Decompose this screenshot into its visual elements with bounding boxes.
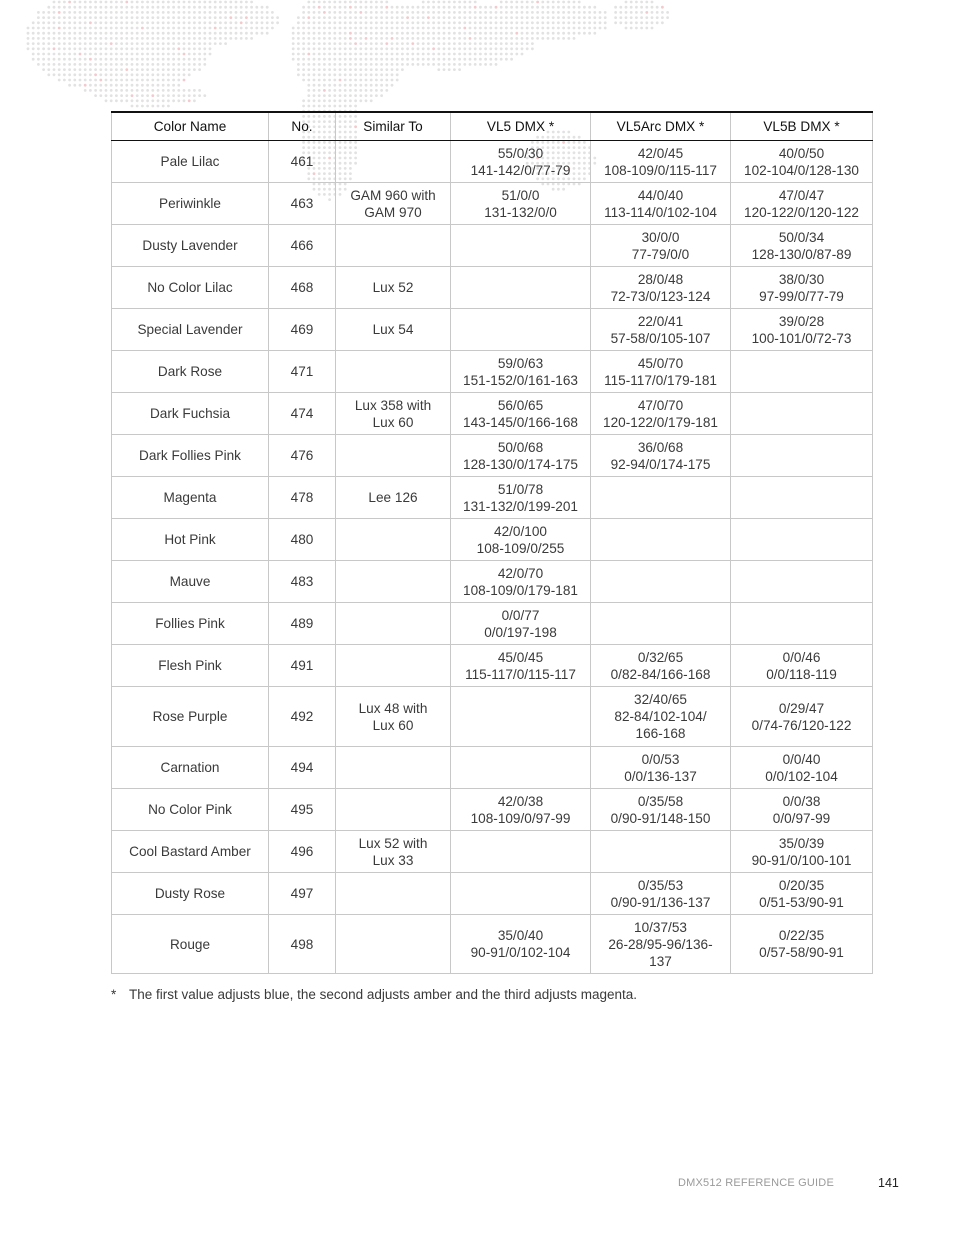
- cell-similar-to-line: Lux 52 with: [358, 835, 428, 851]
- cell-similar-to: [336, 435, 451, 477]
- cell-vl5arc-dmx: [591, 747, 731, 789]
- cell-color-name: No Color Lilac: [112, 267, 269, 309]
- cell-vl5arc-dmx: [591, 915, 731, 974]
- cell-vl5-dmx: [451, 393, 591, 435]
- cell-similar-to-line: Lux 33: [372, 852, 414, 868]
- cell-vl5arc-dmx-line: 77-79/0/0: [631, 246, 690, 262]
- cell-vl5arc-dmx-line: 44/0/40: [637, 187, 684, 203]
- cell-vl5b-dmx-line: 0/74-76/120-122: [751, 717, 852, 733]
- color-table: [111, 111, 873, 974]
- cell-vl5-dmx: [451, 561, 591, 603]
- cell-vl5b-dmx: [731, 561, 873, 603]
- cell-color-name: Dark Fuchsia: [112, 393, 269, 435]
- cell-vl5-dmx-line: 42/0/70: [497, 565, 544, 581]
- cell-similar-to: [336, 789, 451, 831]
- cell-similar-to: [336, 645, 451, 687]
- cell-vl5-dmx-line: 0/0/77: [501, 607, 540, 623]
- cell-similar-to: [336, 603, 451, 645]
- header-vl5b-dmx: VL5B DMX *: [731, 112, 873, 141]
- cell-vl5-dmx-line: 108-109/0/97-99: [470, 810, 571, 826]
- cell-vl5arc-dmx: [591, 831, 731, 873]
- footnote: [111, 987, 637, 1002]
- cell-vl5-dmx-line: 143-145/0/166-168: [463, 414, 578, 430]
- cell-vl5-dmx-line: 115-117/0/115-117: [465, 666, 576, 682]
- cell-vl5arc-dmx: [591, 645, 731, 687]
- cell-vl5b-dmx-line: 0/0/40: [782, 751, 821, 767]
- cell-number: 469: [269, 309, 336, 351]
- cell-vl5arc-dmx-line: 0/35/58: [637, 793, 684, 809]
- cell-vl5b-dmx-line: 128-130/0/87-89: [751, 246, 852, 262]
- cell-vl5arc-dmx-line: 57-58/0/105-107: [610, 330, 711, 346]
- table-row: [112, 309, 873, 351]
- cell-vl5-dmx-line: 0/0/197-198: [484, 624, 557, 640]
- cell-similar-to-line: Lux 54: [372, 322, 414, 337]
- cell-vl5arc-dmx-line: 115-117/0/179-181: [604, 372, 717, 388]
- cell-color-name: Follies Pink: [112, 603, 269, 645]
- cell-vl5-dmx: [451, 477, 591, 519]
- cell-similar-to: [336, 519, 451, 561]
- cell-vl5arc-dmx-line: 0/90-91/136-137: [610, 894, 711, 910]
- cell-number: 497: [269, 873, 336, 915]
- cell-vl5-dmx: [451, 519, 591, 561]
- cell-similar-to: [336, 351, 451, 393]
- cell-vl5b-dmx-line: 0/22/35: [778, 928, 825, 943]
- table-row: [112, 435, 873, 477]
- cell-color-name: Hot Pink: [112, 519, 269, 561]
- cell-vl5arc-dmx: [591, 561, 731, 603]
- cell-vl5-dmx-line: 56/0/65: [497, 397, 544, 413]
- cell-vl5arc-dmx: [591, 435, 731, 477]
- table-row: [112, 561, 873, 603]
- cell-vl5-dmx-line: 45/0/45: [497, 649, 544, 665]
- cell-similar-to: [336, 183, 451, 225]
- cell-vl5arc-dmx-line: 72-73/0/123-124: [610, 288, 711, 304]
- cell-similar-to: [336, 561, 451, 603]
- table-header-row: [112, 112, 873, 141]
- table-row: [112, 915, 873, 974]
- cell-vl5b-dmx: [731, 351, 873, 393]
- cell-color-name: Dusty Rose: [112, 873, 269, 915]
- cell-number: 471: [269, 351, 336, 393]
- cell-similar-to-line: Lux 52: [372, 280, 414, 295]
- cell-vl5b-dmx-line: 97-99/0/77-79: [759, 288, 844, 304]
- cell-vl5-dmx: [451, 645, 591, 687]
- cell-vl5arc-dmx: [591, 603, 731, 645]
- table-row: [112, 603, 873, 645]
- table-row: [112, 831, 873, 873]
- cell-color-name: Mauve: [112, 561, 269, 603]
- cell-similar-to: [336, 477, 451, 519]
- cell-vl5b-dmx-line: 0/51-53/90-91: [759, 894, 844, 910]
- cell-similar-to-line: Lux 60: [372, 414, 414, 430]
- cell-vl5b-dmx-line: 0/29/47: [778, 700, 825, 716]
- cell-vl5-dmx: [451, 873, 591, 915]
- cell-vl5b-dmx-line: 100-101/0/72-73: [751, 330, 852, 346]
- cell-vl5b-dmx: [731, 309, 873, 351]
- cell-color-name: No Color Pink: [112, 789, 269, 831]
- cell-vl5b-dmx: [731, 831, 873, 873]
- cell-vl5arc-dmx: [591, 789, 731, 831]
- cell-vl5arc-dmx-line: 36/0/68: [637, 439, 684, 455]
- page-number: 141: [878, 1176, 899, 1190]
- cell-vl5b-dmx-line: 39/0/28: [778, 313, 825, 329]
- cell-color-name: Flesh Pink: [112, 645, 269, 687]
- cell-similar-to: [336, 393, 451, 435]
- cell-vl5-dmx-line: 51/0/78: [497, 481, 544, 497]
- cell-vl5-dmx: [451, 831, 591, 873]
- header-color-name: Color Name: [112, 112, 269, 141]
- cell-vl5-dmx-line: 108-109/0/179-181: [463, 582, 578, 598]
- cell-vl5b-dmx: [731, 747, 873, 789]
- cell-vl5-dmx-line: 128-130/0/174-175: [463, 456, 578, 472]
- cell-vl5-dmx-line: 42/0/38: [497, 793, 544, 809]
- cell-vl5b-dmx-line: 47/0/47: [778, 187, 825, 203]
- cell-vl5arc-dmx-line: 92-94/0/174-175: [610, 456, 711, 472]
- cell-vl5arc-dmx-line: 0/35/53: [637, 877, 684, 893]
- footer-guide-title: DMX512 REFERENCE GUIDE: [678, 1177, 834, 1189]
- cell-color-name: Dark Follies Pink: [112, 435, 269, 477]
- cell-vl5b-dmx-line: 0/20/35: [778, 877, 825, 893]
- cell-vl5-dmx-line: 141-142/0/77-79: [470, 162, 571, 178]
- cell-vl5arc-dmx-line: 137: [649, 953, 672, 969]
- cell-color-name: Dark Rose: [112, 351, 269, 393]
- cell-number: 476: [269, 435, 336, 477]
- cell-vl5-dmx-line: 108-109/0/255: [476, 540, 565, 556]
- cell-similar-to: [336, 915, 451, 974]
- cell-vl5arc-dmx-line: 0/32/65: [637, 649, 684, 665]
- cell-vl5arc-dmx-line: 0/0/53: [641, 751, 680, 767]
- cell-vl5-dmx: [451, 435, 591, 477]
- cell-vl5-dmx-line: 42/0/100: [494, 523, 547, 539]
- cell-vl5-dmx-line: 131-132/0/199-201: [463, 498, 578, 514]
- cell-vl5b-dmx-line: 0/57-58/90-91: [759, 945, 844, 960]
- table-row: [112, 477, 873, 519]
- cell-vl5arc-dmx: [591, 183, 731, 225]
- cell-similar-to: [336, 225, 451, 267]
- cell-vl5-dmx-line: 131-132/0/0: [484, 204, 557, 220]
- cell-color-name: Cool Bastard Amber: [112, 831, 269, 873]
- cell-vl5arc-dmx-line: 10/37/53: [634, 919, 687, 935]
- cell-number: 466: [269, 225, 336, 267]
- cell-number: 468: [269, 267, 336, 309]
- table-row: [112, 393, 873, 435]
- cell-number: 496: [269, 831, 336, 873]
- cell-vl5b-dmx: [731, 873, 873, 915]
- cell-color-name: Magenta: [112, 477, 269, 519]
- cell-vl5b-dmx-line: 35/0/39: [778, 835, 825, 851]
- cell-color-name: Dusty Lavender: [112, 225, 269, 267]
- cell-number: 495: [269, 789, 336, 831]
- cell-vl5arc-dmx-line: 120-122/0/179-181: [603, 414, 718, 430]
- cell-vl5-dmx-line: 151-152/0/161-163: [463, 372, 578, 388]
- table-row: [112, 183, 873, 225]
- cell-vl5-dmx: [451, 183, 591, 225]
- table-row: [112, 141, 873, 183]
- cell-vl5b-dmx: [731, 519, 873, 561]
- cell-vl5arc-dmx: [591, 351, 731, 393]
- cell-color-name: Special Lavender: [112, 309, 269, 351]
- cell-similar-to-line: GAM 960 with: [350, 187, 436, 203]
- header-similar-to: Similar To: [336, 112, 451, 141]
- cell-vl5arc-dmx: [591, 393, 731, 435]
- cell-number: 489: [269, 603, 336, 645]
- cell-vl5arc-dmx-line: 28/0/48: [637, 271, 684, 287]
- cell-similar-to-line: Lux 358 with: [354, 397, 432, 413]
- cell-vl5b-dmx-line: 0/0/102-104: [765, 768, 838, 784]
- cell-number: 461: [269, 141, 336, 183]
- cell-similar-to-line: Lux 60: [372, 717, 414, 733]
- cell-vl5b-dmx: [731, 477, 873, 519]
- cell-vl5arc-dmx-line: 0/82-84/166-168: [610, 666, 711, 682]
- cell-color-name: Pale Lilac: [112, 141, 269, 183]
- cell-vl5arc-dmx-line: 32/40/65: [634, 692, 687, 707]
- cell-color-name: Rouge: [112, 915, 269, 974]
- cell-vl5arc-dmx-line: 42/0/45: [637, 145, 684, 161]
- cell-vl5arc-dmx: [591, 873, 731, 915]
- cell-similar-to: [336, 747, 451, 789]
- cell-vl5arc-dmx: [591, 687, 731, 747]
- cell-vl5arc-dmx-line: 113-114/0/102-104: [604, 204, 717, 220]
- cell-vl5arc-dmx-line: 82-84/102-104/: [614, 709, 707, 724]
- cell-vl5b-dmx-line: 40/0/50: [778, 145, 825, 161]
- table-body: [112, 141, 873, 974]
- cell-vl5arc-dmx-line: 0/90-91/148-150: [610, 810, 711, 826]
- cell-vl5b-dmx: [731, 183, 873, 225]
- cell-number: 480: [269, 519, 336, 561]
- footnote-text: The first value adjusts blue, the second adjusts amber and the third adjusts magenta.: [129, 987, 638, 1002]
- cell-number: 492: [269, 687, 336, 747]
- cell-similar-to-line: GAM 970: [364, 204, 422, 220]
- cell-vl5arc-dmx: [591, 477, 731, 519]
- table-row: [112, 687, 873, 747]
- cell-number: 498: [269, 915, 336, 974]
- table-row: [112, 519, 873, 561]
- cell-vl5b-dmx-line: 50/0/34: [778, 229, 825, 245]
- cell-vl5b-dmx-line: 0/0/97-99: [772, 810, 831, 826]
- cell-vl5-dmx-line: 59/0/63: [497, 355, 544, 371]
- cell-similar-to: [336, 141, 451, 183]
- cell-color-name: Carnation: [112, 747, 269, 789]
- table-row: [112, 873, 873, 915]
- header-vl5arc-dmx: VL5Arc DMX *: [591, 112, 731, 141]
- cell-similar-to: [336, 831, 451, 873]
- cell-vl5b-dmx: [731, 393, 873, 435]
- table-row: [112, 645, 873, 687]
- cell-vl5arc-dmx-line: 22/0/41: [637, 313, 684, 329]
- cell-vl5arc-dmx-line: 47/0/70: [637, 397, 684, 413]
- cell-vl5b-dmx-line: 102-104/0/128-130: [744, 162, 859, 178]
- cell-vl5-dmx: [451, 687, 591, 747]
- cell-vl5b-dmx: [731, 267, 873, 309]
- cell-similar-to: [336, 873, 451, 915]
- cell-vl5arc-dmx: [591, 141, 731, 183]
- cell-vl5-dmx-line: 51/0/0: [501, 187, 540, 203]
- cell-similar-to-line: Lee 126: [368, 490, 418, 505]
- cell-vl5-dmx-line: 90-91/0/102-104: [470, 945, 571, 960]
- cell-vl5b-dmx: [731, 915, 873, 974]
- cell-vl5-dmx-line: 35/0/40: [497, 928, 544, 943]
- cell-vl5arc-dmx: [591, 267, 731, 309]
- cell-vl5b-dmx-line: 38/0/30: [778, 271, 825, 287]
- cell-number: 463: [269, 183, 336, 225]
- color-table-container: [111, 111, 872, 974]
- cell-vl5-dmx-line: 50/0/68: [497, 439, 544, 455]
- cell-vl5arc-dmx-line: 108-109/0/115-117: [604, 162, 717, 178]
- cell-vl5arc-dmx: [591, 225, 731, 267]
- cell-vl5b-dmx-line: 120-122/0/120-122: [744, 204, 859, 220]
- cell-vl5arc-dmx-line: 166-168: [635, 726, 686, 741]
- header-vl5-dmx: VL5 DMX *: [451, 112, 591, 141]
- cell-number: 491: [269, 645, 336, 687]
- table-row: [112, 351, 873, 393]
- cell-number: 483: [269, 561, 336, 603]
- cell-color-name: Periwinkle: [112, 183, 269, 225]
- cell-similar-to-line: Lux 48 with: [358, 700, 428, 716]
- cell-vl5b-dmx-line: 0/0/38: [782, 793, 821, 809]
- cell-vl5-dmx: [451, 603, 591, 645]
- table-row: [112, 747, 873, 789]
- cell-vl5-dmx-line: 55/0/30: [497, 145, 544, 161]
- cell-vl5-dmx: [451, 747, 591, 789]
- cell-vl5b-dmx-line: 90-91/0/100-101: [751, 852, 852, 868]
- cell-vl5arc-dmx-line: 0/0/136-137: [624, 768, 697, 784]
- cell-vl5arc-dmx-line: 26-28/95-96/136-: [608, 936, 713, 952]
- cell-vl5-dmx: [451, 915, 591, 974]
- cell-vl5-dmx: [451, 141, 591, 183]
- cell-similar-to: [336, 309, 451, 351]
- cell-number: 494: [269, 747, 336, 789]
- cell-vl5b-dmx: [731, 789, 873, 831]
- cell-similar-to: [336, 687, 451, 747]
- cell-vl5b-dmx-line: 0/0/118-119: [766, 666, 837, 682]
- cell-vl5b-dmx: [731, 225, 873, 267]
- cell-vl5-dmx: [451, 225, 591, 267]
- cell-vl5arc-dmx-line: 45/0/70: [637, 355, 684, 371]
- cell-vl5b-dmx: [731, 645, 873, 687]
- cell-vl5-dmx: [451, 267, 591, 309]
- cell-vl5-dmx: [451, 351, 591, 393]
- footnote-mark: *: [111, 987, 117, 1002]
- cell-vl5-dmx: [451, 309, 591, 351]
- cell-vl5b-dmx: [731, 603, 873, 645]
- cell-vl5arc-dmx: [591, 519, 731, 561]
- cell-vl5b-dmx: [731, 687, 873, 747]
- cell-vl5b-dmx: [731, 141, 873, 183]
- cell-vl5-dmx: [451, 789, 591, 831]
- cell-vl5arc-dmx-line: 30/0/0: [641, 229, 680, 245]
- header-number: No.: [269, 112, 336, 141]
- cell-number: 478: [269, 477, 336, 519]
- cell-vl5b-dmx: [731, 435, 873, 477]
- cell-number: 474: [269, 393, 336, 435]
- table-row: [112, 789, 873, 831]
- cell-similar-to: [336, 267, 451, 309]
- cell-vl5arc-dmx: [591, 309, 731, 351]
- table-row: [112, 267, 873, 309]
- cell-vl5b-dmx-line: 0/0/46: [782, 649, 821, 665]
- table-row: [112, 225, 873, 267]
- cell-color-name: Rose Purple: [112, 687, 269, 747]
